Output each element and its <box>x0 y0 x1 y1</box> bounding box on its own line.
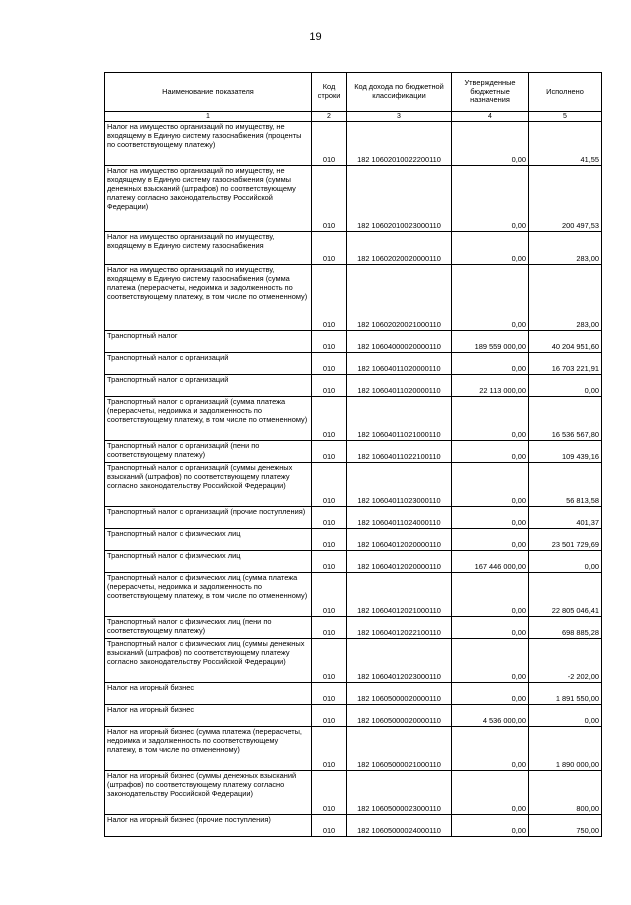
table-row <box>105 617 602 639</box>
table-row <box>105 529 602 551</box>
table-row <box>105 232 602 265</box>
row-name: Транспортный налог с организаций (суммы денежных взысканий (штрафов) по соответствующему платежу согласно законодательству Российской Федерации) <box>105 463 312 507</box>
table-row <box>105 705 602 727</box>
row-code: 010 <box>312 397 347 441</box>
header-name: Наименование показателя <box>105 73 312 112</box>
row-classification: 182 10602010023000110 <box>347 166 452 232</box>
table-row <box>105 683 602 705</box>
row-executed: 750,00 <box>529 815 602 837</box>
table-header-row <box>105 73 602 112</box>
row-name: Транспортный налог с физических лиц (суммы денежных взысканий (штрафов) по соответствующему платежу согласно законодательству Российской Федерации) <box>105 639 312 683</box>
row-executed: 16 703 221,91 <box>529 353 602 375</box>
row-executed: 200 497,53 <box>529 166 602 232</box>
column-number: 1 <box>105 112 312 122</box>
table-row <box>105 639 602 683</box>
row-code: 010 <box>312 507 347 529</box>
row-classification: 182 10602020021000110 <box>347 265 452 331</box>
row-executed: 283,00 <box>529 232 602 265</box>
row-classification: 182 10604012020000110 <box>347 529 452 551</box>
row-code: 010 <box>312 771 347 815</box>
row-name: Налог на игорный бизнес <box>105 683 312 705</box>
row-approved: 0,00 <box>452 463 529 507</box>
row-code: 010 <box>312 529 347 551</box>
row-executed: -2 202,00 <box>529 639 602 683</box>
row-name: Налог на имущество организаций по имуществу, не входящему в Единую систему газоснабжения (проценты по соответствующему платежу) <box>105 122 312 166</box>
row-approved: 0,00 <box>452 771 529 815</box>
row-executed: 40 204 951,60 <box>529 331 602 353</box>
row-code: 010 <box>312 441 347 463</box>
budget-execution-table <box>104 72 602 837</box>
header-executed: Исполнено <box>529 73 602 112</box>
row-classification: 182 10604011024000110 <box>347 507 452 529</box>
row-approved: 0,00 <box>452 397 529 441</box>
row-classification: 182 10604011020000110 <box>347 353 452 375</box>
row-executed: 23 501 729,69 <box>529 529 602 551</box>
row-code: 010 <box>312 265 347 331</box>
row-name: Налог на игорный бизнес (сумма платежа (перерасчеты, недоимка и задолженность по соответствующему платежу, в том числе по отмененному) <box>105 727 312 771</box>
row-approved: 189 559 000,00 <box>452 331 529 353</box>
table-row <box>105 815 602 837</box>
table-row <box>105 122 602 166</box>
table-row <box>105 441 602 463</box>
column-number: 3 <box>347 112 452 122</box>
row-approved: 22 113 000,00 <box>452 375 529 397</box>
row-code: 010 <box>312 705 347 727</box>
row-approved: 0,00 <box>452 683 529 705</box>
row-code: 010 <box>312 331 347 353</box>
table-row <box>105 551 602 573</box>
column-number: 4 <box>452 112 529 122</box>
header-classification: Код дохода по бюджетной классификации <box>347 73 452 112</box>
row-executed: 0,00 <box>529 705 602 727</box>
row-code: 010 <box>312 573 347 617</box>
row-name: Транспортный налог с организаций <box>105 353 312 375</box>
row-name: Транспортный налог с физических лиц <box>105 529 312 551</box>
table-row <box>105 375 602 397</box>
row-classification: 182 10604000020000110 <box>347 331 452 353</box>
row-approved: 0,00 <box>452 441 529 463</box>
row-classification: 182 10602010022200110 <box>347 122 452 166</box>
row-classification: 182 10605000023000110 <box>347 771 452 815</box>
row-code: 010 <box>312 551 347 573</box>
row-executed: 0,00 <box>529 551 602 573</box>
row-approved: 0,00 <box>452 639 529 683</box>
header-code: Код строки <box>312 73 347 112</box>
row-classification: 182 10605000024000110 <box>347 815 452 837</box>
row-executed: 1 891 550,00 <box>529 683 602 705</box>
row-classification: 182 10605000021000110 <box>347 727 452 771</box>
row-approved: 0,00 <box>452 727 529 771</box>
row-code: 010 <box>312 166 347 232</box>
row-approved: 0,00 <box>452 166 529 232</box>
row-executed: 41,55 <box>529 122 602 166</box>
column-number: 2 <box>312 112 347 122</box>
row-approved: 0,00 <box>452 573 529 617</box>
table-row <box>105 727 602 771</box>
row-classification: 182 10605000020000110 <box>347 705 452 727</box>
row-name: Транспортный налог <box>105 331 312 353</box>
row-name: Транспортный налог с организаций (прочие поступления) <box>105 507 312 529</box>
row-executed: 22 805 046,41 <box>529 573 602 617</box>
row-executed: 401,37 <box>529 507 602 529</box>
row-name: Транспортный налог с физических лиц (сумма платежа (перерасчеты, недоимка и задолженность по соответствующему платежу, в том числе по отмененному) <box>105 573 312 617</box>
row-approved: 0,00 <box>452 122 529 166</box>
row-code: 010 <box>312 639 347 683</box>
row-classification: 182 10604011020000110 <box>347 375 452 397</box>
row-name: Транспортный налог с организаций <box>105 375 312 397</box>
row-executed: 56 813,58 <box>529 463 602 507</box>
row-code: 010 <box>312 463 347 507</box>
row-approved: 0,00 <box>452 529 529 551</box>
table-row <box>105 573 602 617</box>
row-classification: 182 10604012020000110 <box>347 551 452 573</box>
row-executed: 16 536 567,80 <box>529 397 602 441</box>
row-code: 010 <box>312 683 347 705</box>
header-approved: Утвержденные бюджетные назначения <box>452 73 529 112</box>
row-executed: 109 439,16 <box>529 441 602 463</box>
column-number-row <box>105 112 602 122</box>
row-approved: 0,00 <box>452 617 529 639</box>
row-classification: 182 10604011022100110 <box>347 441 452 463</box>
table-row <box>105 353 602 375</box>
row-classification: 182 10604012023000110 <box>347 639 452 683</box>
row-name: Транспортный налог с организаций (сумма платежа (перерасчеты, недоимка и задолженность по соответствующему платежу, в том числе по отмененному) <box>105 397 312 441</box>
row-code: 010 <box>312 232 347 265</box>
table-row <box>105 331 602 353</box>
row-code: 010 <box>312 375 347 397</box>
row-approved: 0,00 <box>452 232 529 265</box>
table-row <box>105 397 602 441</box>
row-approved: 0,00 <box>452 353 529 375</box>
row-approved: 0,00 <box>452 507 529 529</box>
row-name: Налог на имущество организаций по имуществу, входящему в Единую систему газоснабжения <box>105 232 312 265</box>
row-executed: 283,00 <box>529 265 602 331</box>
table-row <box>105 507 602 529</box>
table-row <box>105 166 602 232</box>
row-approved: 167 446 000,00 <box>452 551 529 573</box>
row-name: Налог на игорный бизнес (суммы денежных взысканий (штрафов) по соответствующему платежу согласно законодательству Российской Федерации) <box>105 771 312 815</box>
row-approved: 4 536 000,00 <box>452 705 529 727</box>
row-name: Транспортный налог с физических лиц <box>105 551 312 573</box>
row-executed: 698 885,28 <box>529 617 602 639</box>
row-classification: 182 10604012021000110 <box>347 573 452 617</box>
table-row <box>105 771 602 815</box>
row-code: 010 <box>312 727 347 771</box>
row-classification: 182 10604012022100110 <box>347 617 452 639</box>
row-name: Налог на игорный бизнес (прочие поступления) <box>105 815 312 837</box>
row-approved: 0,00 <box>452 815 529 837</box>
row-name: Налог на имущество организаций по имуществу, входящему в Единую систему газоснабжения (сумма платежа (перерасчеты, недоимка и задолженность по соответствующему платежу, в том числе по отмененному) <box>105 265 312 331</box>
column-number: 5 <box>529 112 602 122</box>
row-classification: 182 10605000020000110 <box>347 683 452 705</box>
row-name: Налог на имущество организаций по имуществу, не входящему в Единую систему газоснабжения (суммы денежных взысканий (штрафов) по соответствующему платежу согласно законодательству Российской Федерации) <box>105 166 312 232</box>
table-row <box>105 463 602 507</box>
row-executed: 0,00 <box>529 375 602 397</box>
row-executed: 800,00 <box>529 771 602 815</box>
row-code: 010 <box>312 617 347 639</box>
row-classification: 182 10604011023000110 <box>347 463 452 507</box>
page-number: 19 <box>309 31 322 43</box>
row-name: Налог на игорный бизнес <box>105 705 312 727</box>
row-classification: 182 10602020020000110 <box>347 232 452 265</box>
table-row <box>105 265 602 331</box>
row-code: 010 <box>312 353 347 375</box>
row-code: 010 <box>312 122 347 166</box>
table-body <box>105 122 602 837</box>
row-approved: 0,00 <box>452 265 529 331</box>
row-name: Транспортный налог с физических лиц (пени по соответствующему платежу) <box>105 617 312 639</box>
row-classification: 182 10604011021000110 <box>347 397 452 441</box>
row-name: Транспортный налог с организаций (пени по соответствующему платежу) <box>105 441 312 463</box>
row-code: 010 <box>312 815 347 837</box>
row-executed: 1 890 000,00 <box>529 727 602 771</box>
